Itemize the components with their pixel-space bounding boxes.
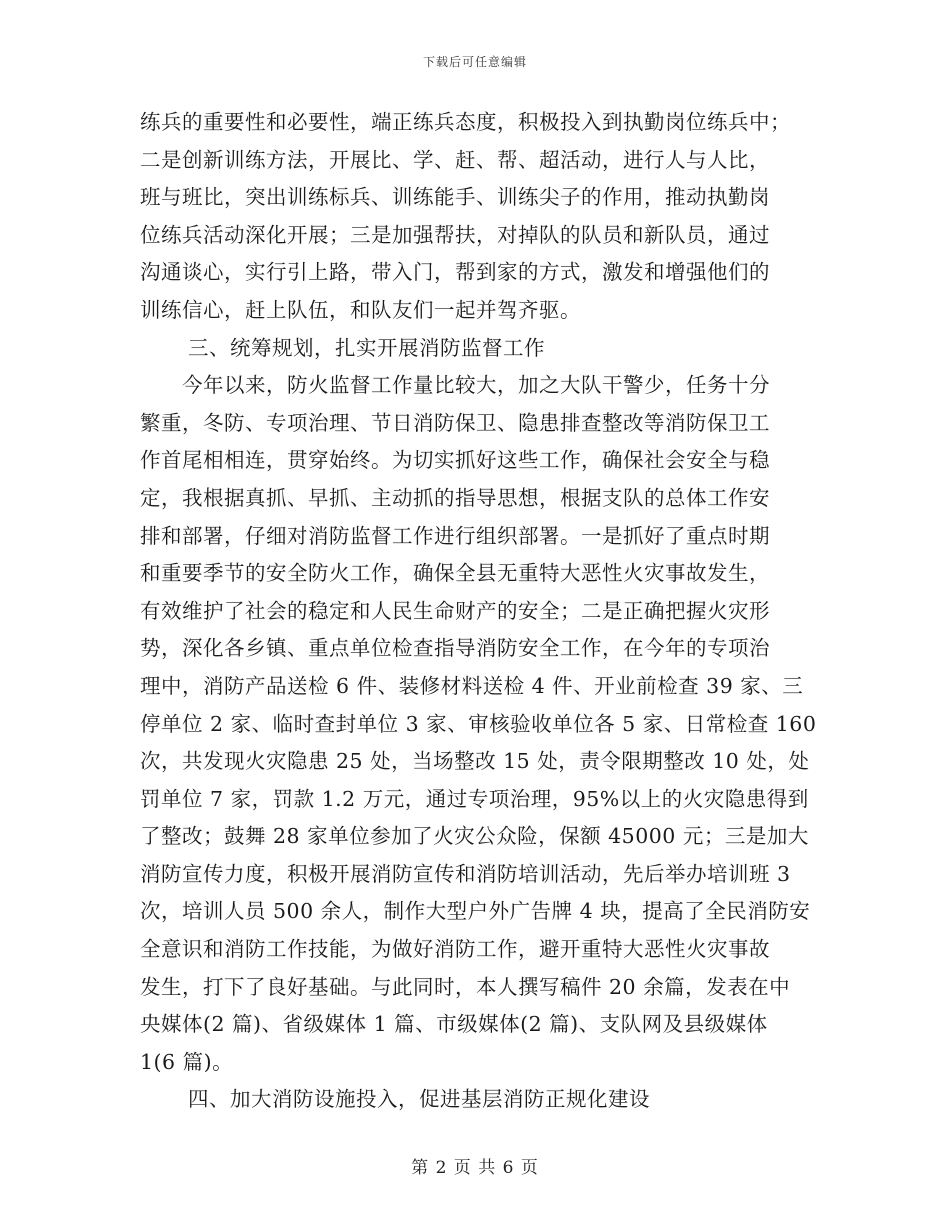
- paragraph-line: 了整改；鼓舞 28 家单位参加了火灾公众险，保额 45000 元；三是加大: [140, 824, 809, 849]
- paragraph-line: 练兵的重要性和必要性，端正练兵态度，积极投入到执勤岗位练兵中；: [140, 110, 791, 134]
- page-number-footer: 第 2 页 共 6 页: [411, 1158, 539, 1178]
- paragraph-line: 作首尾相相连，贯穿始终。为切实抓好这些工作，确保社会安全与稳: [140, 448, 770, 473]
- paragraph-line: 定，我根据真抓、早抓、主动抓的指导思想，根据支队的总体工作安: [140, 485, 770, 510]
- section-heading-4: 四、加大消防设施投入，促进基层消防正规化建设: [188, 1087, 650, 1112]
- paragraph-line: 罚单位 7 家，罚款 1.2 万元，通过专项治理，95%以上的火灾隐患得到: [140, 786, 809, 811]
- paragraph-line: 繁重，冬防、专项治理、节日消防保卫、隐患排查整改等消防保卫工: [140, 410, 770, 435]
- paragraph-line: 班与班比，突出训练标兵、训练能手、训练尖子的作用，推动执勤岗: [140, 185, 770, 210]
- paragraph-line: 排和部署，仔细对消防监督工作进行组织部署。一是抓好了重点时期: [140, 523, 770, 548]
- paragraph-line: 全意识和消防工作技能，为做好消防工作，避开重特大恶性火灾事故: [140, 937, 770, 962]
- paragraph-line: 理中，消防产品送检 6 件、装修材料送检 4 件、开业前检查 39 家、三: [140, 673, 804, 698]
- document-body: [140, 104, 820, 1119]
- paragraph-line: 训练信心，赶上队伍，和队友们一起并驾齐驱。: [140, 297, 581, 322]
- paragraph-line: 和重要季节的安全防火工作，确保全县无重特大恶性火灾事故发生，: [140, 561, 770, 586]
- section-heading-3: 三、统筹规划，扎实开展消防监督工作: [188, 335, 545, 360]
- paragraph-line: 有效维护了社会的稳定和人民生命财产的安全；二是正确把握火灾形: [140, 598, 770, 623]
- paragraph-line: 消防宣传力度，积极开展消防宣传和消防培训活动，先后举办培训班 3: [140, 861, 791, 886]
- paragraph-first-line: 今年以来，防火监督工作量比较大，加之大队干警少，任务十分: [182, 373, 770, 398]
- paragraph-line: 位练兵活动深化开展；三是加强帮扶，对掉队的队员和新队员，通过: [140, 222, 770, 247]
- paragraph-line: 停单位 2 家、临时查封单位 3 家、审核验收单位各 5 家、日常检查 160: [140, 711, 817, 736]
- paragraph-line: 1(6 篇)。: [140, 1049, 234, 1074]
- paragraph-line: 次，共发现火灾隐患 25 处，当场整改 15 处，责令限期整改 10 处，处: [140, 749, 810, 774]
- paragraph-line: 发生，打下了良好基础。与此同时，本人撰写稿件 20 余篇，发表在中: [140, 974, 791, 999]
- paragraph-line: 央媒体(2 篇)、省级媒体 1 篇、市级媒体(2 篇)、支队网及县级媒体: [140, 1012, 768, 1037]
- page-header: 下载后可任意编辑: [422, 55, 527, 69]
- paragraph-line: 二是创新训练方法，开展比、学、赶、帮、超活动，进行人与人比，: [140, 147, 770, 172]
- paragraph-line: 次，培训人员 500 余人，制作大型户外广告牌 4 块，提高了全民消防安: [140, 899, 811, 924]
- paragraph-line: 沟通谈心，实行引上路，带入门，帮到家的方式，激发和增强他们的: [140, 260, 770, 285]
- paragraph-line: 势，深化各乡镇、重点单位检查指导消防安全工作，在今年的专项治: [140, 636, 770, 661]
